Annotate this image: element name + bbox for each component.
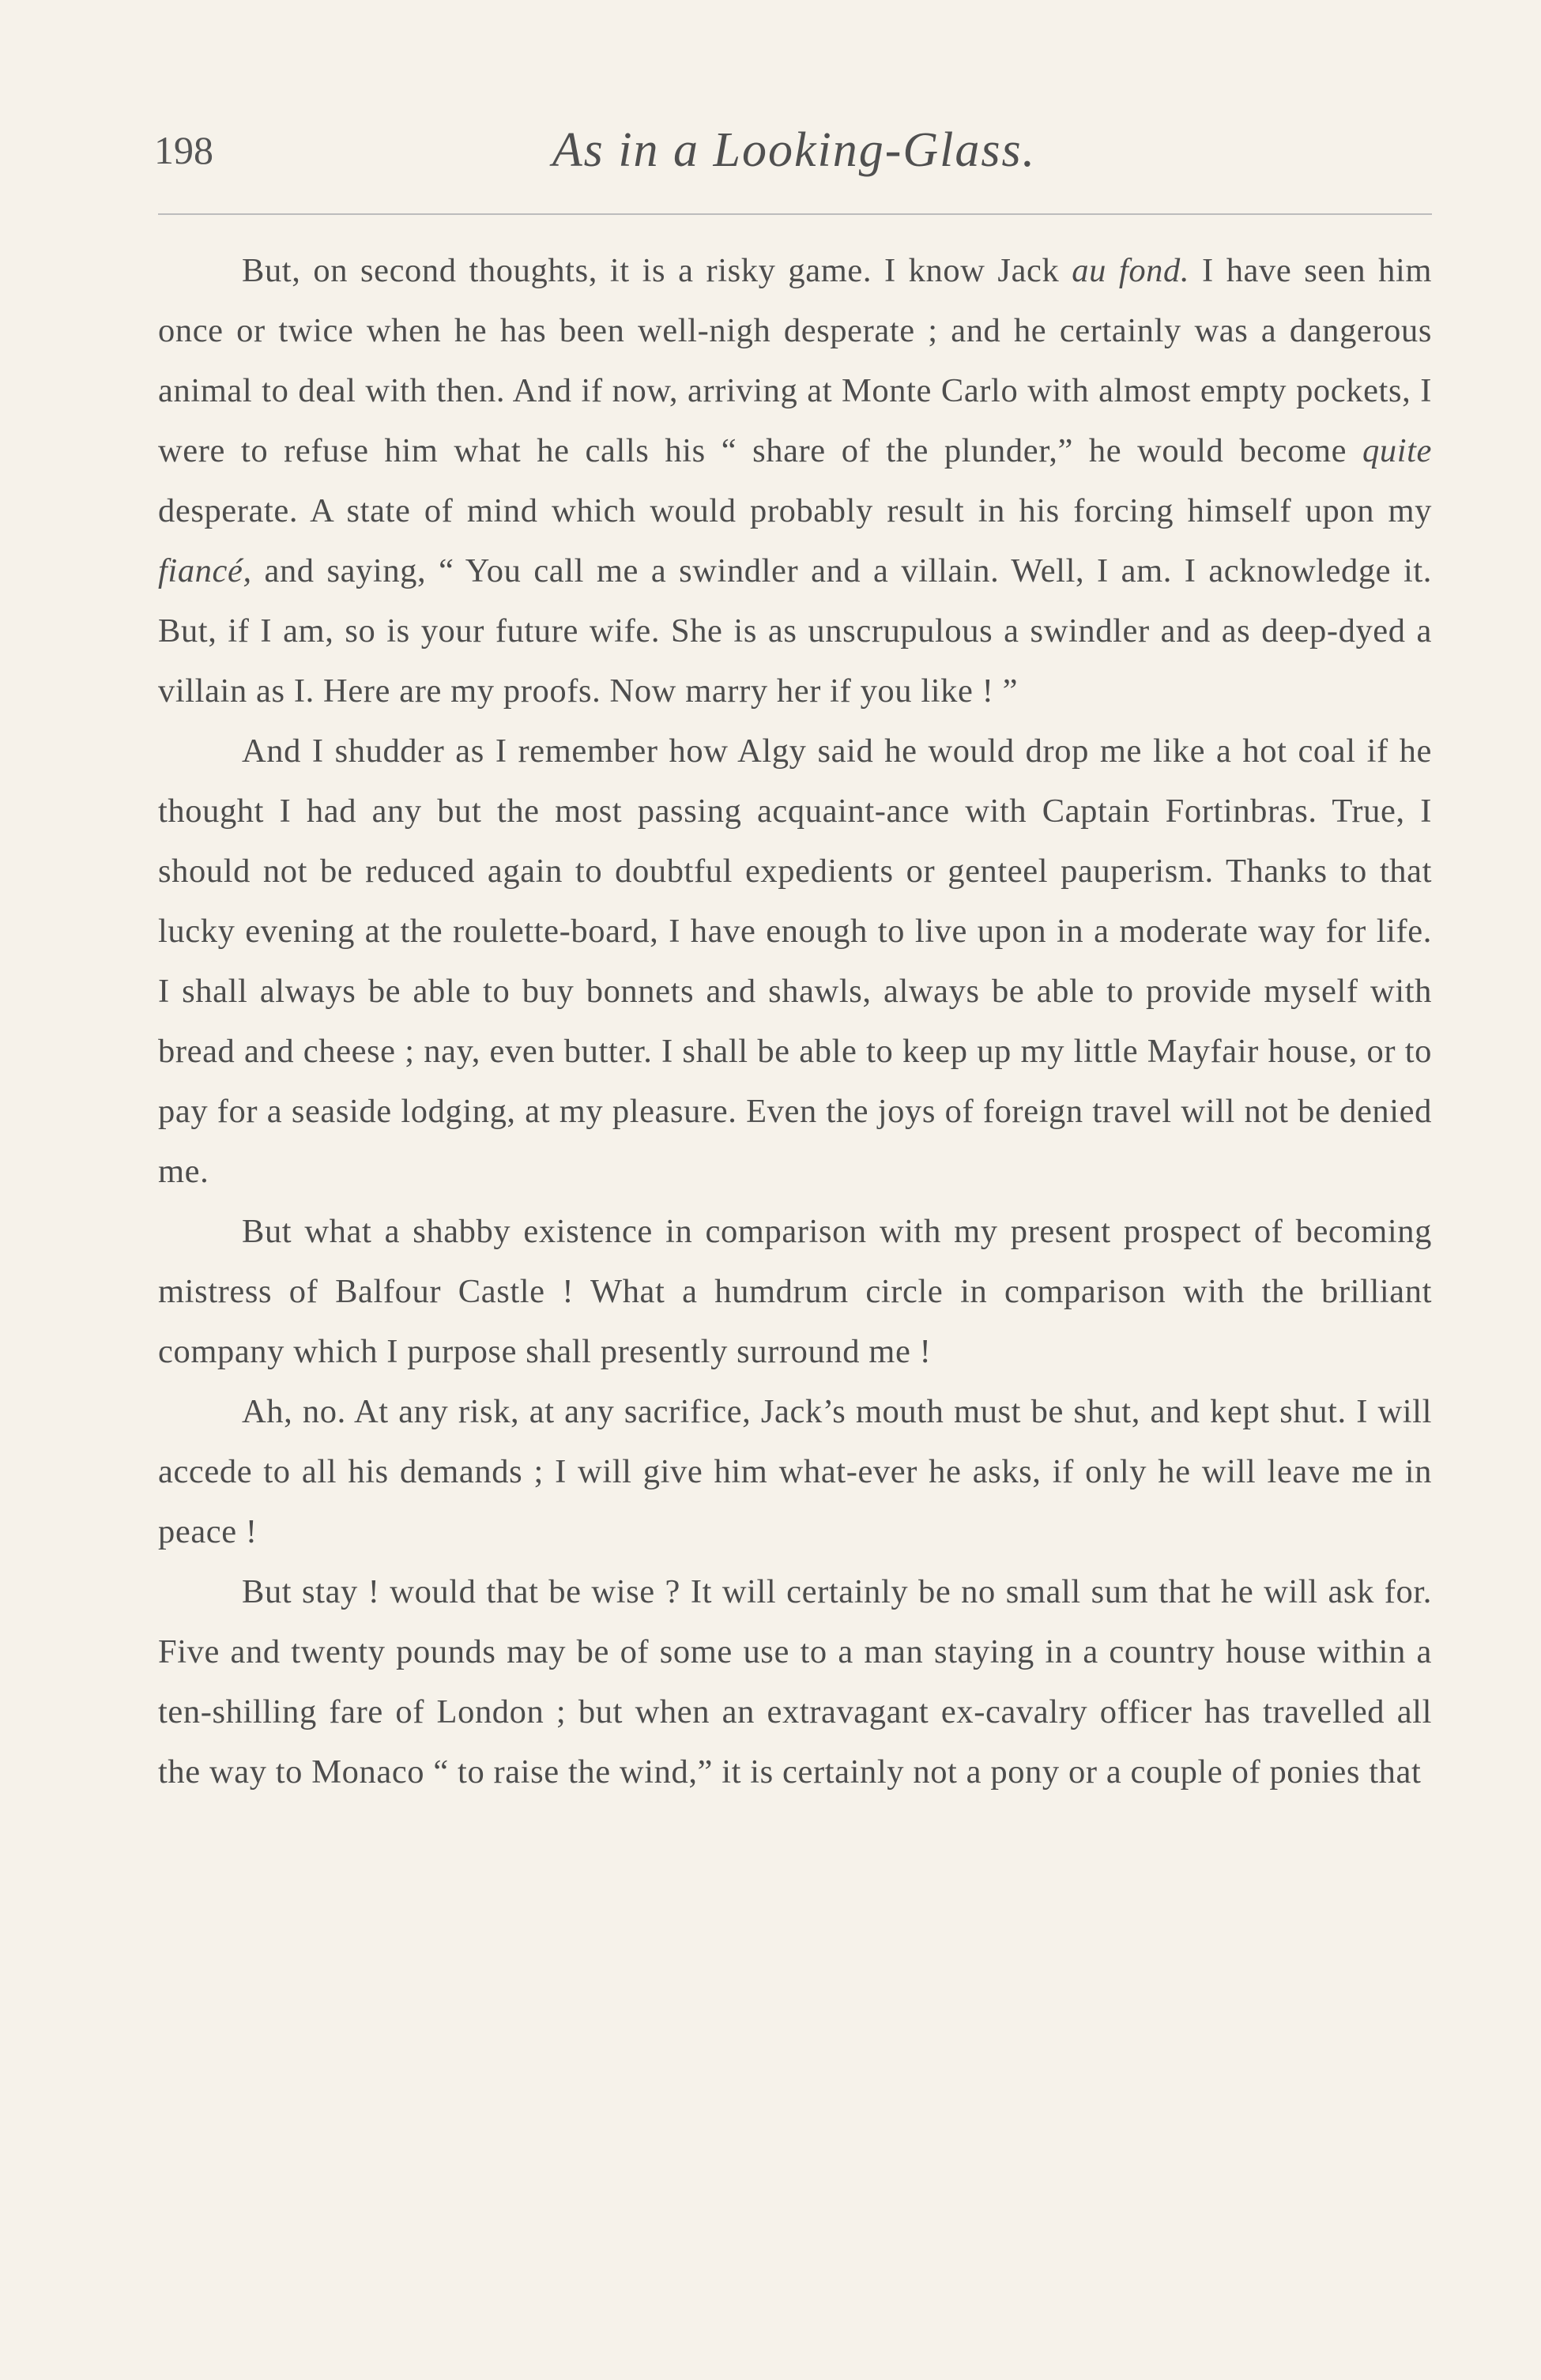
text-segment: Ah, no. At any risk, at any sacrifice, Jack’s mouth must be shut, and kept shut. I will accede to all his demands ; I will give him what-ever he asks, if only he will leave me in peace ! <box>158 1393 1432 1550</box>
body-text <box>158 241 1432 1802</box>
paragraph <box>158 1382 1432 1562</box>
text-segment: But, on second thoughts, it is a risky game. I know Jack <box>242 252 1072 289</box>
italic-text: quite <box>1362 432 1432 469</box>
text-segment: And I shudder as I remember how Algy said he would drop me like a hot coal if he thought I had any but the most passing acquaint-ance with Captain Fortinbras. True, I should not be reduced again to doubtful expedients or genteel pauperism. Thanks to that lucky evening at the roulette-board, I have enough to live upon in a moderate way for life. I shall always be able to buy bonnets and shawls, always be able to provide myself with bread and cheese ; nay, even butter. I shall be able to keep up my little Mayfair house, or to pay for a seaside lodging, at my pleasure. Even the joys of foreign travel will not be denied me. <box>158 732 1432 1190</box>
text-segment: desperate. A state of mind which would probably result in his forcing himself upon my <box>158 492 1432 529</box>
text-segment: and saying, “ You call me a swindler and a villain. Well, I am. I acknowledge it. But, if I am, so is your future wife. She is as unscrupulous a swindler and as deep-dyed a villain as I. Here are my proofs. Now marry her if you like ! ” <box>158 552 1432 710</box>
paragraph <box>158 721 1432 1202</box>
text-segment: But what a shabby existence in comparison with my present prospect of becoming mistress of Balfour Castle ! What a humdrum circle in comparison with the brilliant company which I purpose shall presently surround me ! <box>158 1213 1432 1370</box>
text-segment: But stay ! would that be wise ? It will certainly be no small sum that he will ask for. Five and twenty pounds may be of some use to a man staying in a country house within a ten-shilling fare of London ; but when an extravagant ex-cavalry officer has travelled all the way to Monaco “ to raise the wind,” it is certainly not a pony or a couple of ponies that <box>158 1573 1432 1791</box>
paragraph <box>158 1202 1432 1382</box>
page-header <box>154 119 1434 182</box>
italic-text: fiancé, <box>158 552 252 589</box>
paragraph <box>158 1562 1432 1802</box>
paragraph <box>158 241 1432 721</box>
header-rule <box>158 213 1432 215</box>
page-number: 198 <box>154 128 213 172</box>
text-segment: I have seen him once or twice when he has been well-nigh desperate ; and he certainly was a dangerous animal to deal with then. And if now, arriving at Monte Carlo with almost empty pockets, I were to refuse him what he calls his “ share of the plunder,” he would become <box>158 252 1433 469</box>
italic-text: au fond. <box>1072 252 1190 289</box>
running-title: As in a Looking-Glass. <box>552 123 1037 177</box>
